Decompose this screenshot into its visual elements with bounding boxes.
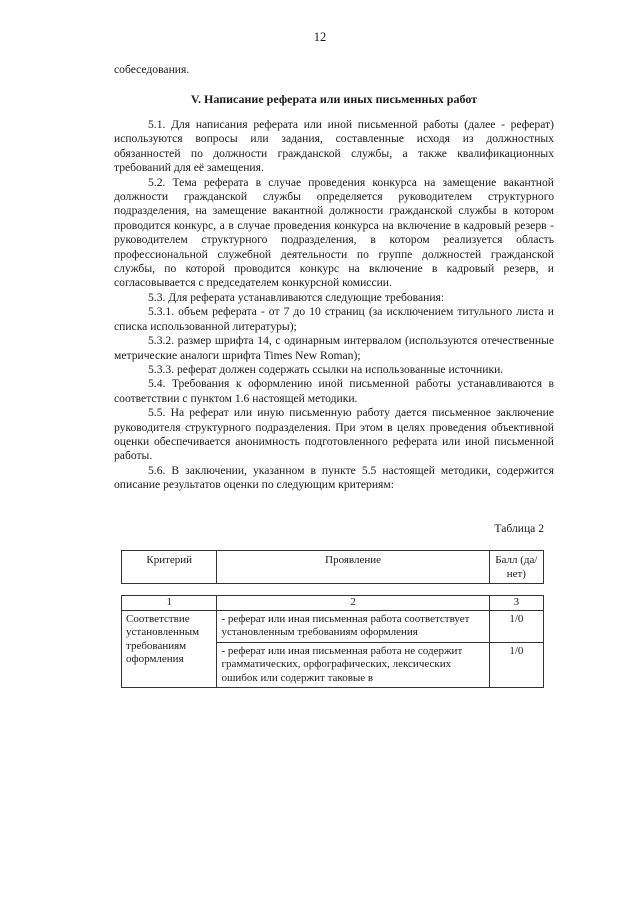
score-cell: 1/0 [489, 610, 543, 642]
paragraph-5-4: 5.4. Требования к оформлению иной письменной работы устанавливаются в соответствии с пунктом 1.6 настоящей методики. [114, 377, 554, 405]
table-caption: Таблица 2 [494, 522, 544, 535]
table-row [122, 610, 544, 642]
score-cell: 1/0 [489, 642, 543, 688]
table-header [121, 550, 544, 584]
criteria-table [121, 595, 544, 688]
paragraph-5-3-1: 5.3.1. объем реферата - от 7 до 10 страниц (за исключением титульного листа и списка использованной литературы); [114, 305, 554, 333]
page-number: 12 [313, 30, 327, 44]
paragraph-5-2: 5.2. Тема реферата в случае проведения конкурса на замещение вакантной должности гражданской службы определяется руководителем структурного подразделения, на замещение вакантной должности гражданской службы в котором проводится конкурс, а в случае проведения конкурса на включение в кадровый резерв - руководителем структурного подразделения, в котором реализуется область профессиональной служебной деятельности по группе должностей гражданской службы, по которой проводится конкурс на включение в кадровый резерв, и согласовывается с председателем конкурсной комиссии. [114, 175, 554, 290]
description-cell: - реферат или иная письменная работа не содержит грамматических, орфографических, лексических ошибок или содержит таковые в [217, 642, 489, 688]
section-title: V. Написание реферата или иных письменных работ [190, 92, 478, 106]
header-criterion: Критерий [122, 551, 217, 584]
header-manifestation: Проявление [217, 551, 489, 584]
column-number: 1 [122, 596, 217, 611]
paragraph-5-5: 5.5. На реферат или иную письменную работу дается письменное заключение руководителя структурного подразделения. При этом в целях проведения объективной оценки обеспечивается анонимность подготовленного реферата или иной письменной работы. [114, 406, 554, 463]
paragraph-5-3-2: 5.3.2. размер шрифта 14, с одинарным интервалом (используются отечественные метрические аналоги шрифта Times New Roman); [114, 334, 554, 362]
paragraph-5-3: 5.3. Для реферата устанавливаются следующие требования: [148, 290, 445, 304]
paragraph-5-1: 5.1. Для написания реферата или иной письменной работы (далее - реферат) используются вопросы или задания, составленные исходя из должностных обязанностей по должности гражданской службы, а также квалификационных требований для её замещения. [114, 118, 554, 175]
body-text [114, 118, 554, 493]
column-number: 2 [217, 596, 489, 611]
header-score: Балл (да/нет) [489, 551, 543, 584]
criterion-cell: Соответствие установленным требованиям оформления [122, 610, 217, 688]
paragraph-5-3-3: 5.3.3. реферат должен содержать ссылки на использованные источники. [148, 362, 504, 376]
continuation-text: собеседования. [114, 63, 190, 76]
paragraph-5-6: 5.6. В заключении, указанном в пункте 5.5 настоящей методики, содержится описание результатов оценки по следующим критериям: [114, 463, 554, 492]
description-cell: - реферат или иная письменная работа соответствует установленным требованиям оформления [217, 610, 489, 642]
column-number: 3 [489, 596, 543, 611]
